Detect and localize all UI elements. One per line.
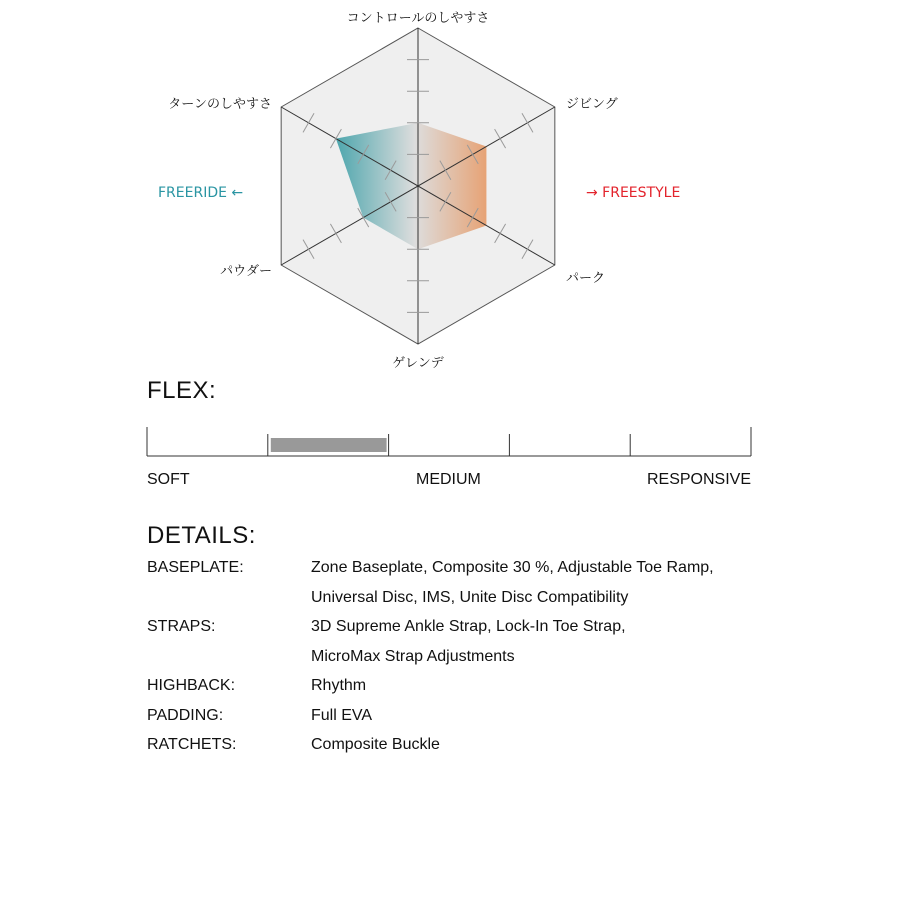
detail-value	[311, 553, 767, 612]
detail-value-line: Universal Disc, IMS, Unite Disc Compatibility	[311, 588, 629, 606]
details-title: DETAILS:	[147, 522, 256, 549]
detail-value-line: Full EVA	[311, 706, 373, 724]
detail-key: PADDING:	[147, 706, 224, 724]
radar-axis-label: ターンのしやすさ	[168, 97, 272, 112]
freeride-label: FREERIDE ←	[158, 185, 244, 201]
detail-key: BASEPLATE:	[147, 559, 244, 576]
detail-row	[147, 553, 767, 612]
detail-row	[147, 671, 767, 701]
detail-value-line: Composite Buckle	[311, 736, 440, 753]
detail-key: STRAPS:	[147, 618, 216, 635]
radar-axis-label: パーク	[566, 271, 606, 286]
detail-value	[311, 730, 767, 760]
radar-axis-label: ジビング	[566, 97, 618, 112]
freestyle-label: → FREESTYLE	[586, 185, 681, 201]
flex-label-responsive: RESPONSIVE	[646, 471, 751, 488]
details-list	[147, 553, 767, 760]
detail-value	[311, 612, 767, 671]
detail-key: HIGHBACK:	[147, 677, 236, 694]
radar-axis-label: パウダー	[220, 264, 272, 279]
detail-value-line: MicroMax Strap Adjustments	[311, 647, 515, 665]
detail-row	[147, 612, 767, 671]
radar-axis-label: コントロールのしやすさ	[346, 11, 490, 26]
detail-value-line: 3D Supreme Ankle Strap, Lock-In Toe Strap,	[311, 618, 626, 635]
flex-title: FLEX:	[147, 377, 217, 404]
detail-row	[147, 701, 767, 731]
flex-indicator	[271, 438, 387, 452]
radar-axis-label: ゲレンデ	[392, 356, 444, 371]
detail-row	[147, 730, 767, 760]
flex-label-soft: SOFT	[147, 471, 190, 488]
detail-key: RATCHETS:	[147, 736, 237, 753]
detail-value-line: Rhythm	[311, 677, 367, 694]
flex-label-medium: MEDIUM	[416, 471, 481, 488]
detail-value	[311, 671, 767, 701]
detail-value	[311, 701, 767, 731]
detail-value-line: Zone Baseplate, Composite 30 %, Adjustable Toe Ramp,	[311, 559, 714, 576]
